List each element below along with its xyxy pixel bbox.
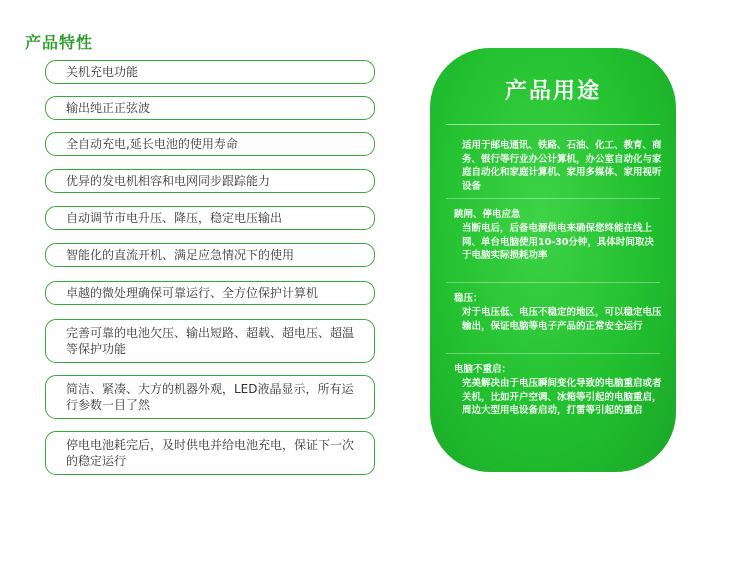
usage-item-heading: 稳压： xyxy=(454,293,483,304)
feature-item-1: 关机充电功能 xyxy=(45,60,375,84)
usage-intro: 适用于邮电通讯、铁路、石油、化工、教育、商务、银行等行业办公计算机，办公室自动化与家庭自动化和家庭计算机、家用多媒体、家用视听设备 xyxy=(462,140,662,192)
section-title: 产品特性 xyxy=(25,33,94,52)
divider xyxy=(446,198,660,199)
feature-item-10: 停电电池耗完后，及时供电并给电池充电，保证下一次的稳定运行 xyxy=(45,431,375,475)
divider xyxy=(446,353,660,354)
usage-item-heading: 电脑不重启： xyxy=(454,364,512,375)
feature-item-5: 自动调节市电升压、降压，稳定电压输出 xyxy=(45,206,375,230)
feature-item-2: 输出纯正正弦波 xyxy=(45,96,375,120)
feature-item-6: 智能化的直流开机、满足应急情况下的使用 xyxy=(45,243,375,267)
usage-item-text: 当断电后，后备电源供电来确保您终能在线上网、单台电脑使用10-30分钟，具体时间取决于电脑实际损耗功率 xyxy=(462,223,654,261)
feature-item-9: 简洁、紧凑、大方的机器外观，LED液晶显示，所有运行参数一目了然 xyxy=(45,375,375,419)
usage-card xyxy=(430,48,676,472)
feature-item-4: 优异的发电机相容和电网同步跟踪能力 xyxy=(45,169,375,193)
feature-item-7: 卓越的微处理确保可靠运行、全方位保护计算机 xyxy=(45,281,375,305)
feature-item-8: 完善可靠的电池欠压、输出短路、超载、超电压、超温等保护功能 xyxy=(45,319,375,363)
usage-item-text: 对于电压低、电压不稳定的地区，可以稳定电压输出，保证电脑等电子产品的正常安全运行 xyxy=(462,307,662,332)
divider xyxy=(446,282,660,283)
title-divider xyxy=(446,124,660,125)
feature-item-3: 全自动充电,延长电池的使用寿命 xyxy=(45,132,375,156)
usage-item-text: 完美解决由于电压瞬间变化导致的电脑重启或者关机，比如开户空调、冰箱等引起的电脑重启，周边大型用电设备启动，打雷等引起的重启 xyxy=(462,378,662,416)
usage-item-heading: 跳闸、停电应急 xyxy=(454,209,521,220)
usage-title: 产品用途 xyxy=(504,79,601,104)
